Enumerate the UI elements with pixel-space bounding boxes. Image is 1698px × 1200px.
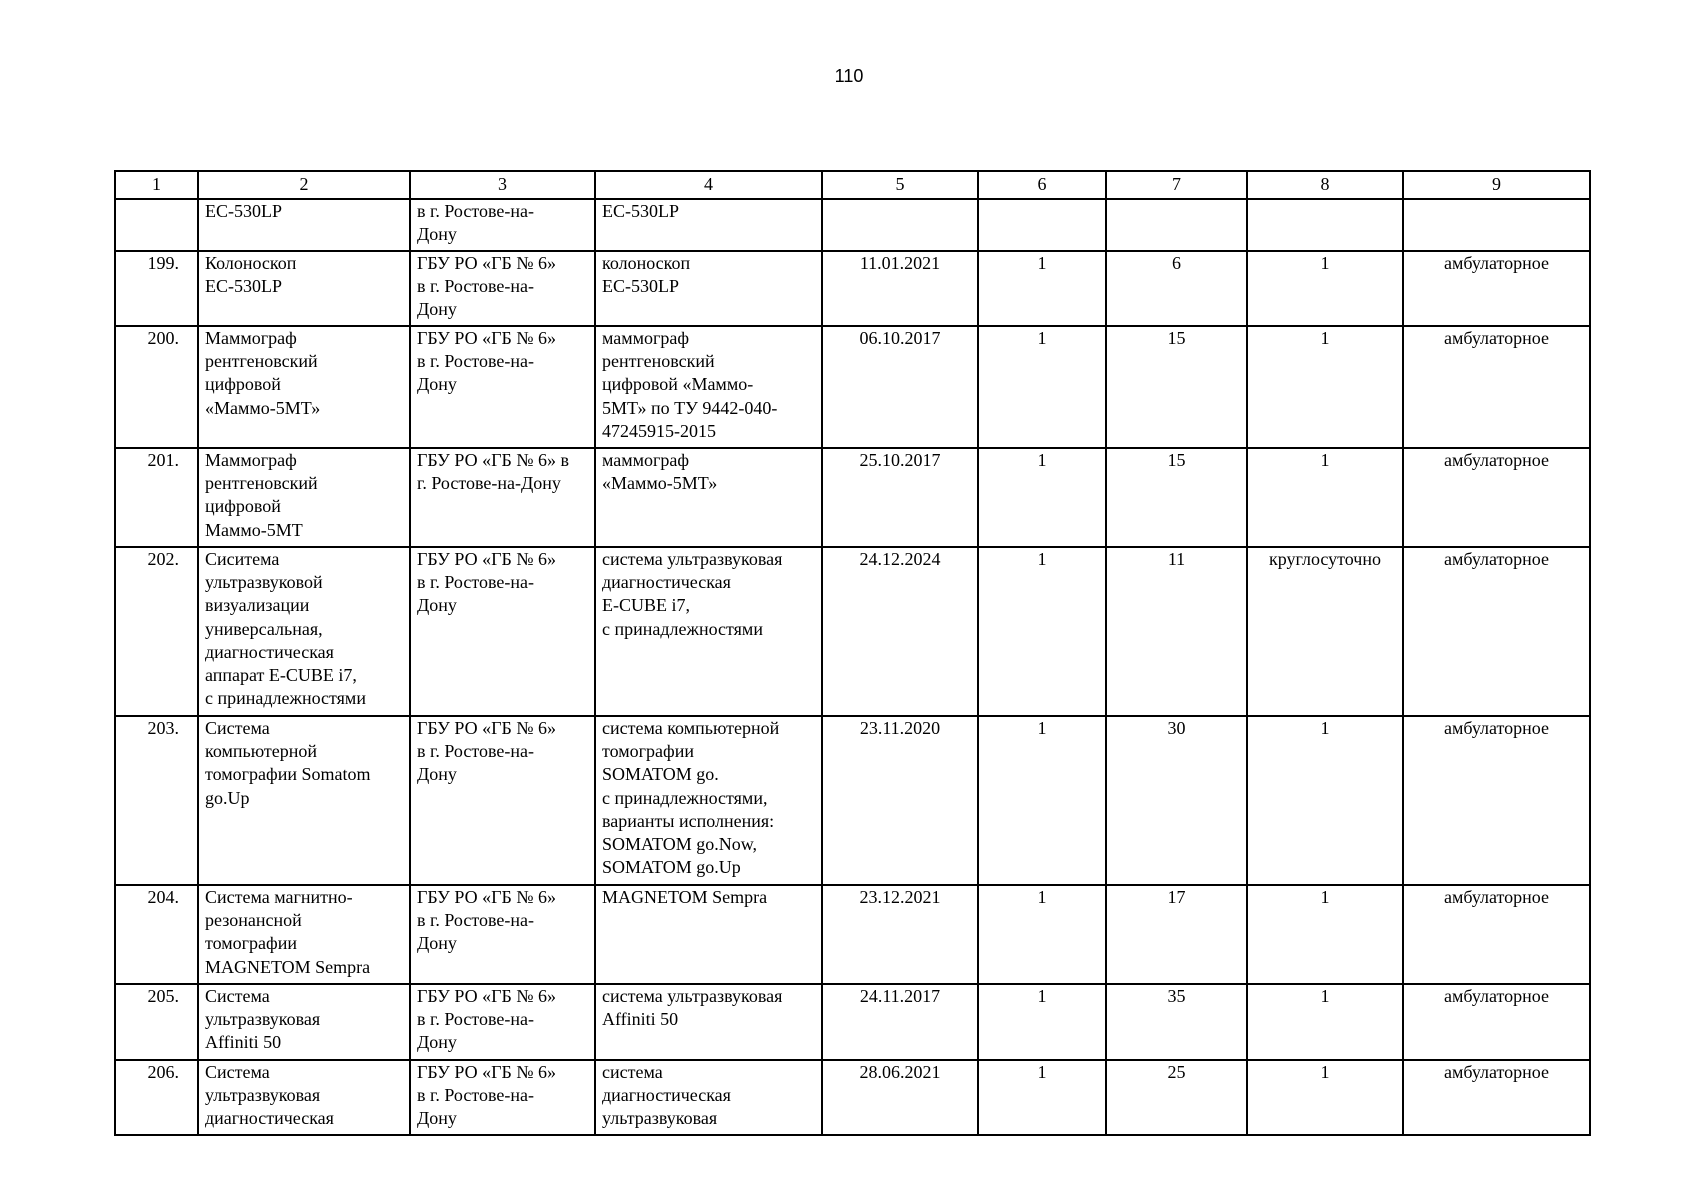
device-name-cell: Сиситема ультразвуковой визуализации универсальная, диагностическая аппарат E-CUBE i7, с принадлежностями <box>198 547 410 716</box>
organization-cell: в г. Ростове-на- Дону <box>410 199 595 251</box>
row-number-cell: 200. <box>115 326 198 448</box>
device-name-cell: EC-530LP <box>198 199 410 251</box>
date-cell: 06.10.2017 <box>822 326 978 448</box>
care-type-cell: амбулаторное <box>1403 251 1590 326</box>
model-cell: колоноскоп EC-530LP <box>595 251 822 326</box>
mode-cell: 1 <box>1247 885 1403 984</box>
mode-cell: 1 <box>1247 326 1403 448</box>
value-cell: 15 <box>1106 448 1247 547</box>
care-type-cell: амбулаторное <box>1403 1060 1590 1135</box>
device-name-cell: Колоноскоп EC-530LP <box>198 251 410 326</box>
model-cell: система ультразвуковая Affiniti 50 <box>595 984 822 1060</box>
table-row <box>115 547 1590 716</box>
model-cell: маммограф рентгеновский цифровой «Маммо- 5МТ» по ТУ 9442-040- 47245915-2015 <box>595 326 822 448</box>
table-row <box>115 885 1590 984</box>
date-cell: 11.01.2021 <box>822 251 978 326</box>
model-cell: EC-530LP <box>595 199 822 251</box>
table-row <box>115 1060 1590 1135</box>
quantity-cell: 1 <box>978 885 1106 984</box>
value-cell: 17 <box>1106 885 1247 984</box>
column-header: 1 <box>115 171 198 199</box>
device-name-cell: Система ультразвуковая Affiniti 50 <box>198 984 410 1060</box>
row-number-cell: 204. <box>115 885 198 984</box>
column-header: 8 <box>1247 171 1403 199</box>
value-cell: 25 <box>1106 1060 1247 1135</box>
table-row <box>115 716 1590 885</box>
equipment-table <box>114 170 1591 1136</box>
quantity-cell: 1 <box>978 448 1106 547</box>
care-type-cell: амбулаторное <box>1403 326 1590 448</box>
organization-cell: ГБУ РО «ГБ № 6» в г. Ростове-на- Дону <box>410 547 595 716</box>
model-cell: MAGNETOM Sempra <box>595 885 822 984</box>
quantity-cell: 1 <box>978 984 1106 1060</box>
mode-cell: 1 <box>1247 448 1403 547</box>
organization-cell: ГБУ РО «ГБ № 6» в г. Ростове-на- Дону <box>410 984 595 1060</box>
device-name-cell: Маммограф рентгеновский цифровой Маммо-5МТ <box>198 448 410 547</box>
table-row <box>115 199 1590 251</box>
column-header: 2 <box>198 171 410 199</box>
value-cell: 11 <box>1106 547 1247 716</box>
row-number-cell: 203. <box>115 716 198 885</box>
value-cell: 15 <box>1106 326 1247 448</box>
quantity-cell: 1 <box>978 326 1106 448</box>
care-type-cell: амбулаторное <box>1403 885 1590 984</box>
quantity-cell: 1 <box>978 1060 1106 1135</box>
header-row <box>115 171 1590 199</box>
device-name-cell: Система ультразвуковая диагностическая <box>198 1060 410 1135</box>
date-cell: 28.06.2021 <box>822 1060 978 1135</box>
care-type-cell: амбулаторное <box>1403 716 1590 885</box>
organization-cell: ГБУ РО «ГБ № 6» в г. Ростове-на- Дону <box>410 716 595 885</box>
device-name-cell: Система магнитно- резонансной томографии MAGNETOM Sempra <box>198 885 410 984</box>
table-row <box>115 448 1590 547</box>
date-cell <box>822 199 978 251</box>
mode-cell: 1 <box>1247 984 1403 1060</box>
mode-cell <box>1247 199 1403 251</box>
model-cell: система компьютерной томографии SOMATOM go. с принадлежностями, варианты исполнения: SOMATOM go.Now, SOMATOM go.Up <box>595 716 822 885</box>
model-cell: система диагностическая ультразвуковая <box>595 1060 822 1135</box>
care-type-cell: амбулаторное <box>1403 984 1590 1060</box>
care-type-cell: амбулаторное <box>1403 448 1590 547</box>
organization-cell: ГБУ РО «ГБ № 6» в г. Ростове-на- Дону <box>410 1060 595 1135</box>
quantity-cell: 1 <box>978 251 1106 326</box>
column-header: 3 <box>410 171 595 199</box>
organization-cell: ГБУ РО «ГБ № 6» в г. Ростове-на- Дону <box>410 326 595 448</box>
column-header: 9 <box>1403 171 1590 199</box>
care-type-cell <box>1403 199 1590 251</box>
table-row <box>115 326 1590 448</box>
date-cell: 25.10.2017 <box>822 448 978 547</box>
date-cell: 23.11.2020 <box>822 716 978 885</box>
organization-cell: ГБУ РО «ГБ № 6» в г. Ростове-на- Дону <box>410 885 595 984</box>
table-row <box>115 984 1590 1060</box>
mode-cell: 1 <box>1247 251 1403 326</box>
device-name-cell: Маммограф рентгеновский цифровой «Маммо-5МТ» <box>198 326 410 448</box>
row-number-cell: 206. <box>115 1060 198 1135</box>
column-header: 4 <box>595 171 822 199</box>
date-cell: 24.12.2024 <box>822 547 978 716</box>
model-cell: маммограф «Маммо-5МТ» <box>595 448 822 547</box>
value-cell: 30 <box>1106 716 1247 885</box>
page-number: 110 <box>834 66 864 86</box>
quantity-cell: 1 <box>978 547 1106 716</box>
column-header: 6 <box>978 171 1106 199</box>
device-name-cell: Система компьютерной томографии Somatom go.Up <box>198 716 410 885</box>
date-cell: 24.11.2017 <box>822 984 978 1060</box>
care-type-cell: амбулаторное <box>1403 547 1590 716</box>
row-number-cell: 205. <box>115 984 198 1060</box>
mode-cell: круглосуточно <box>1247 547 1403 716</box>
date-cell: 23.12.2021 <box>822 885 978 984</box>
mode-cell: 1 <box>1247 1060 1403 1135</box>
row-number-cell: 201. <box>115 448 198 547</box>
table-row <box>115 251 1590 326</box>
organization-cell: ГБУ РО «ГБ № 6» в г. Ростове-на- Дону <box>410 251 595 326</box>
column-header: 7 <box>1106 171 1247 199</box>
quantity-cell: 1 <box>978 716 1106 885</box>
value-cell: 35 <box>1106 984 1247 1060</box>
row-number-cell: 202. <box>115 547 198 716</box>
value-cell <box>1106 199 1247 251</box>
column-header: 5 <box>822 171 978 199</box>
row-number-cell <box>115 199 198 251</box>
mode-cell: 1 <box>1247 716 1403 885</box>
value-cell: 6 <box>1106 251 1247 326</box>
organization-cell: ГБУ РО «ГБ № 6» в г. Ростове-на-Дону <box>410 448 595 547</box>
model-cell: система ультразвуковая диагностическая E-CUBE i7, с принадлежностями <box>595 547 822 716</box>
quantity-cell <box>978 199 1106 251</box>
row-number-cell: 199. <box>115 251 198 326</box>
